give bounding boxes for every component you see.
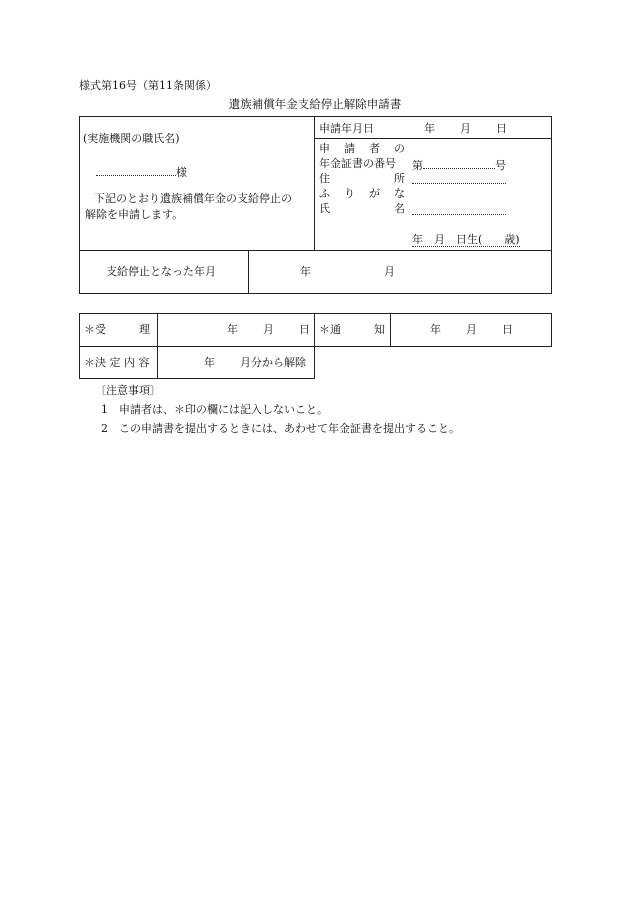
institution-label: (実施機関の職氏名) (83, 132, 180, 145)
application-date-label: 申請年月日 (319, 122, 374, 135)
note-item: 1 申請者は、＊印の欄には記入しないこと。 (101, 403, 328, 416)
received-month: 月 (263, 323, 274, 336)
lower-divider-3 (390, 313, 391, 347)
birth-date-field[interactable]: 年 月 日生( 歳) (412, 233, 520, 246)
received-label: ＊受 理 (84, 323, 150, 336)
institution-field[interactable] (96, 164, 187, 179)
notes-section (95, 381, 460, 438)
certificate-number-label: 年金証書の番号 (319, 157, 396, 170)
name-field[interactable] (412, 203, 506, 218)
address-field[interactable] (412, 172, 506, 187)
name-blank[interactable] (412, 203, 506, 215)
received-year: 年 (227, 323, 238, 336)
suspension-label: 支給停止となった年月 (106, 265, 216, 278)
suspension-row-divider (79, 250, 552, 251)
certificate-number-blank[interactable] (423, 157, 495, 169)
upper-divider-vertical (314, 116, 315, 251)
request-text-line1: 下記のとおり遺族補償年金の支給停止の (94, 192, 292, 205)
lower-divider-1 (157, 313, 158, 347)
lower-divider-4 (157, 346, 158, 379)
decision-year: 年 (204, 356, 215, 369)
address-blank[interactable] (412, 172, 506, 184)
application-date-day[interactable]: 日 (496, 122, 507, 135)
decision-text: 月分から解除 (240, 356, 306, 369)
institution-name-blank[interactable] (96, 164, 176, 176)
notice-day: 日 (502, 323, 513, 336)
notice-month: 月 (466, 323, 477, 336)
name-label: 氏 名 (319, 202, 405, 215)
notice-label: ＊通 知 (319, 323, 385, 336)
cert-prefix: 第 (412, 159, 423, 172)
honorific: 様 (176, 166, 187, 179)
certificate-number-field[interactable] (412, 157, 506, 172)
application-date-month[interactable]: 月 (460, 122, 471, 135)
notes-heading: 〔注意事項〕 (95, 384, 161, 397)
date-row-divider (314, 138, 552, 139)
suspension-year[interactable]: 年 (300, 265, 311, 278)
decision-label: ＊決 定 内 容 (84, 356, 150, 369)
notice-year: 年 (430, 323, 441, 336)
application-date-year[interactable]: 年 (424, 122, 435, 135)
note-item: 2 この申請書を提出するときには、あわせて年金証書を提出すること。 (101, 422, 460, 435)
suspension-month[interactable]: 月 (384, 265, 395, 278)
applicant-label: 申 請 者 の (319, 142, 405, 155)
form-number: 様式第16号（第11条関係） (79, 79, 217, 92)
received-day: 日 (299, 323, 310, 336)
cert-suffix: 号 (495, 159, 506, 172)
lower-divider-2 (314, 313, 315, 347)
furigana-label: ふ り が な (319, 187, 405, 200)
suspension-divider-vertical (248, 250, 249, 294)
document-title: 遺族補償年金支給停止解除申請書 (228, 97, 402, 111)
address-label: 住 所 (319, 172, 405, 185)
request-text-line2: 解除を申請します。 (85, 208, 184, 221)
